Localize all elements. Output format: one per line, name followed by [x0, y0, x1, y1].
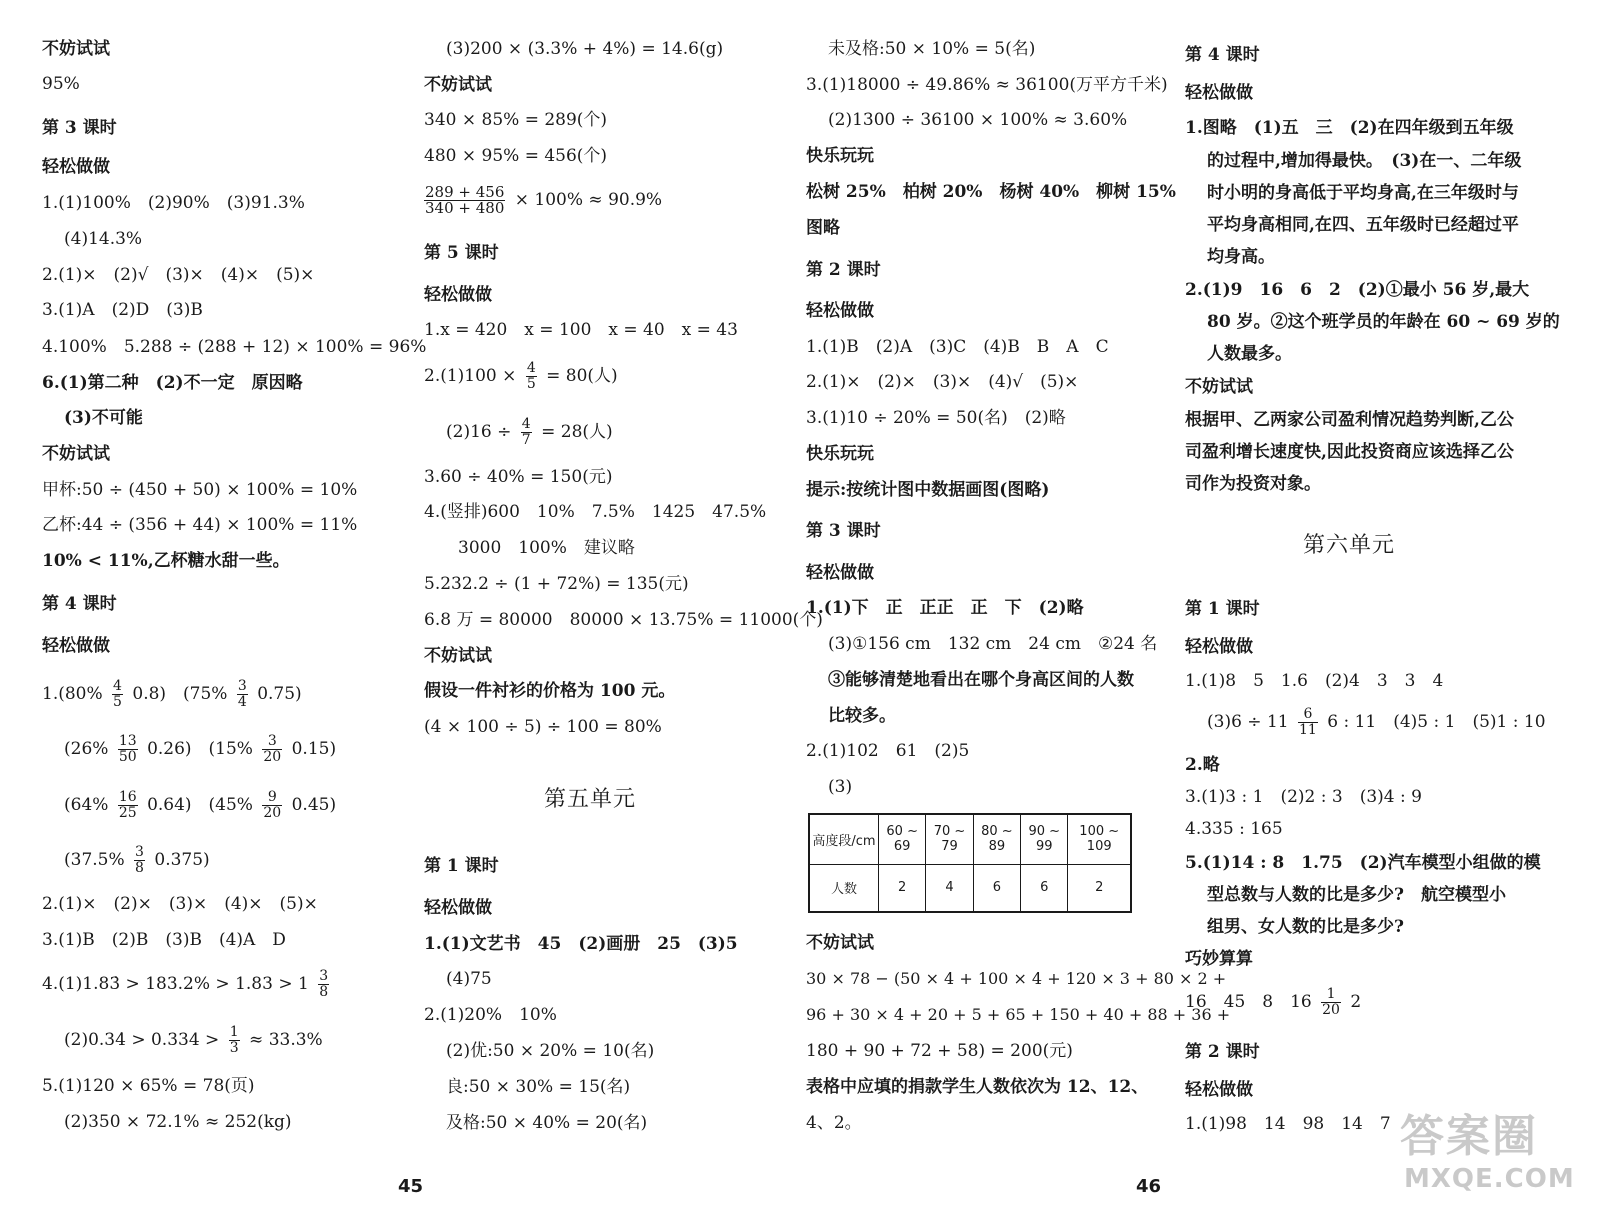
table-header-cell: 70 ~ 79 — [926, 814, 973, 864]
denominator: 5 — [526, 376, 536, 392]
numerator: 16 — [118, 789, 137, 805]
answer-line: (4 × 100 ÷ 5) ÷ 100 = 80% — [424, 717, 662, 737]
numerator: 3 — [135, 844, 144, 860]
answer-line: 比较多。 — [828, 706, 896, 726]
answer-line: (2)1300 ÷ 36100 × 100% ≈ 3.60% — [828, 110, 1128, 130]
numerator: 6 — [1298, 707, 1318, 723]
page-number-left: 45 — [398, 1176, 424, 1197]
watermark-text: 答案圈 — [1400, 1111, 1538, 1162]
row-text: 1.(80% — [42, 684, 103, 704]
section-label: 不妨试试 — [424, 646, 492, 666]
numerator: 13 — [118, 733, 137, 749]
answer-line: 根据甲、乙两家公司盈利情况趋势判断,乙公 — [1185, 410, 1514, 430]
answer-line: 4.100% 5.288 ÷ (288 + 12) × 100% = 96% — [42, 337, 427, 357]
numerator: 9 — [262, 790, 282, 806]
answer-line: 3.(1)3 : 1 (2)2 : 3 (3)4 : 9 — [1185, 787, 1422, 807]
denominator: 5 — [113, 694, 122, 710]
answer-line: ③能够清楚地看出在哪个身高区间的人数 — [828, 670, 1134, 690]
answer-line: 1.x = 420 x = 100 x = 40 x = 43 — [424, 320, 738, 340]
row-text: (37.5% — [64, 850, 125, 870]
answer-line: 340 × 85% = 289(个) — [424, 110, 608, 130]
answer-line: 司盈利增长速度快,因此投资商应该选择乙公 — [1185, 442, 1514, 462]
answer-line: 型总数与人数的比是多少? 航空模型小 — [1207, 885, 1506, 905]
fraction-row — [1185, 706, 1546, 738]
lesson-heading: 第 3 课时 — [42, 118, 117, 138]
answer-line: 1.(1)下 正 正正 正 下 (2)略 — [806, 598, 1084, 618]
answer-line: (4)75 — [446, 969, 492, 989]
answer-line: 1.(1)98 14 98 14 7 — [1185, 1114, 1391, 1134]
answer-line: 1.(1)8 5 1.6 (2)4 3 3 4 — [1185, 671, 1444, 691]
answer-line: (3)①156 cm 132 cm 24 cm ②24 名 — [828, 634, 1158, 654]
denominator: 8 — [319, 984, 329, 1000]
answer-line: 的过程中,增加得最快。 (3)在一、二年级 — [1207, 151, 1522, 171]
lesson-heading: 第 4 课时 — [42, 594, 117, 614]
numerator: 3 — [237, 678, 247, 694]
row-text: = 28(人) — [541, 422, 613, 442]
answer-line: 假设一件衬衫的价格为 100 元。 — [424, 681, 676, 701]
answer-line: 2.(1)102 61 (2)5 — [806, 741, 970, 761]
lesson-heading: 第 1 课时 — [1185, 599, 1260, 619]
denominator: 25 — [118, 805, 137, 821]
row-text: = 80(人) — [546, 366, 618, 386]
denominator: 11 — [1299, 722, 1317, 738]
answer-line: 2.(1)× (2)× (3)× (4)× (5)× — [42, 894, 318, 914]
denominator: 4 — [237, 694, 247, 710]
row-text: 2 — [1350, 992, 1362, 1012]
answer-line: 2.(1)9 16 6 2 (2)①最小 56 岁,最大 — [1185, 280, 1530, 300]
row-text: 0.75) — [257, 684, 302, 704]
answer-line: 表格中应填的捐款学生人数依次为 12、12、 — [806, 1077, 1149, 1097]
row-text: 6 : 11 (4)5 : 1 (5)1 : 10 — [1327, 712, 1546, 732]
table-header-cell: 90 ~ 99 — [1021, 814, 1068, 864]
answer-line: 松树 25% 柏树 20% 杨树 40% 柳树 15% — [806, 182, 1176, 202]
fraction — [262, 790, 282, 821]
fraction — [112, 679, 123, 710]
row-text: 0.8) (75% — [132, 684, 228, 704]
answer-line: 5.232.2 ÷ (1 + 72%) = 135(元) — [424, 574, 689, 594]
answer-line: 提示:按统计图中数据画图(图略) — [806, 480, 1050, 500]
unit-title: 第六单元 — [1303, 533, 1396, 558]
section-label: 轻松做做 — [1185, 1080, 1253, 1100]
numerator: 3 — [262, 734, 282, 750]
denominator: 20 — [263, 749, 282, 765]
section-label: 不妨试试 — [42, 39, 110, 59]
row-text: (3)6 ÷ 11 — [1207, 712, 1289, 732]
column-4 — [1185, 0, 1560, 1218]
table-header-cell: 100 ~ 109 — [1068, 814, 1131, 864]
answer-line: (4)14.3% — [64, 229, 143, 249]
fraction-row — [1185, 986, 1361, 1018]
table-row — [809, 864, 1131, 912]
answer-line: 3.(1)18000 ÷ 49.86% ≈ 36100(万平方千米) — [806, 75, 1168, 95]
numerator: 289 + 456 — [425, 183, 505, 201]
section-label: 轻松做做 — [42, 157, 110, 177]
table-header-row — [809, 814, 1131, 864]
row-text: (26% — [64, 739, 109, 759]
section-label: 轻松做做 — [1185, 83, 1253, 103]
section-label: 轻松做做 — [424, 898, 492, 918]
row-text: 2.(1)100 × — [424, 366, 517, 386]
table-header-cell: 60 ~ 69 — [879, 814, 926, 864]
answer-line: 及格:50 × 40% = 20(名) — [446, 1113, 648, 1133]
fraction-row — [424, 360, 618, 392]
lesson-heading: 第 2 课时 — [1185, 1042, 1260, 1062]
fraction — [134, 845, 145, 876]
answer-line: 组男、女人数的比是多少? — [1207, 917, 1404, 937]
fraction — [1321, 987, 1341, 1018]
watermark-logo — [1400, 1100, 1590, 1204]
denominator: 7 — [521, 432, 531, 448]
denominator: 20 — [263, 805, 282, 821]
answer-line: 均身高。 — [1207, 247, 1275, 267]
lesson-heading: 第 3 课时 — [806, 521, 881, 541]
answer-line: 5.(1)14 : 8 1.75 (2)汽车模型小组做的模 — [1185, 853, 1541, 873]
fraction — [262, 734, 282, 765]
fraction — [318, 969, 329, 1000]
fraction — [229, 1025, 240, 1056]
fraction-row — [42, 733, 336, 765]
answer-line: 3.60 ÷ 40% = 150(元) — [424, 467, 613, 487]
answer-line: 人数最多。 — [1207, 344, 1292, 364]
answer-line: 2.(1)× (2)√ (3)× (4)× (5)× — [42, 265, 315, 285]
section-label: 不妨试试 — [1185, 377, 1253, 397]
answer-line: 甲杯:50 ÷ (450 + 50) × 100% = 10% — [42, 480, 358, 500]
fraction — [521, 417, 532, 448]
answer-line: (3)200 × (3.3% + 4%) = 14.6(g) — [446, 39, 724, 59]
fraction — [118, 734, 138, 765]
answer-line: 80 岁。②这个班学员的年龄在 60 ~ 69 岁的 — [1207, 312, 1560, 332]
section-label: 不妨试试 — [424, 75, 492, 95]
answer-line: 480 × 95% = 456(个) — [424, 146, 608, 166]
section-label: 巧妙算算 — [1185, 949, 1253, 969]
answer-line: 4.(竖排)600 10% 7.5% 1425 47.5% — [424, 502, 767, 522]
fraction-row — [42, 678, 302, 710]
section-label: 轻松做做 — [806, 563, 874, 583]
fraction-row — [424, 416, 613, 448]
answer-line: 1.(1)文艺书 45 (2)画册 25 (3)5 — [424, 934, 738, 954]
fraction — [118, 790, 138, 821]
answer-line: 未及格:50 × 10% = 5(名) — [828, 39, 1036, 59]
row-text: 16 45 8 16 — [1185, 992, 1312, 1012]
unit-title: 第五单元 — [544, 787, 637, 812]
answer-line: 95% — [42, 74, 80, 94]
row-text: 0.26) (15% — [147, 739, 253, 759]
table-cell: 6 — [973, 864, 1020, 912]
section-label: 轻松做做 — [42, 636, 110, 656]
answer-line: 2.(1)× (2)× (3)× (4)√ (5)× — [806, 372, 1079, 392]
column-1 — [42, 0, 427, 1218]
fraction — [526, 361, 537, 392]
answer-line: 时小明的身高低于平均身高,在三年级时与 — [1207, 183, 1519, 203]
answer-line: 良:50 × 30% = 15(名) — [446, 1077, 631, 1097]
answer-line: 1.图略 (1)五 三 (2)在四年级到五年级 — [1185, 118, 1514, 138]
answer-line: 4、2。 — [806, 1113, 862, 1133]
answer-line: (3)不可能 — [64, 408, 143, 428]
answer-line: 6.8 万 = 80000 80000 × 13.75% = 11000(个) — [424, 610, 823, 630]
denominator: 50 — [118, 749, 137, 765]
page-number-right: 46 — [1136, 1176, 1162, 1197]
answer-line: 乙杯:44 ÷ (356 + 44) × 100% = 11% — [42, 515, 358, 535]
numerator: 4 — [521, 416, 531, 432]
row-text: (2)0.34̇ > 0.334 > — [64, 1030, 220, 1050]
answer-line: 180 + 90 + 72 + 58) = 200(元) — [806, 1041, 1073, 1061]
fraction — [424, 185, 505, 216]
denominator: 20 — [1322, 1002, 1340, 1018]
numerator: 3 — [319, 968, 329, 984]
section-label: 不妨试试 — [42, 444, 110, 464]
row-text: × 100% ≈ 90.9% — [514, 190, 663, 210]
fraction-row — [42, 968, 333, 1000]
answer-line: 2.略 — [1185, 755, 1220, 775]
fraction-row — [42, 844, 210, 876]
lesson-heading: 第 2 课时 — [806, 260, 881, 280]
section-label: 快乐玩玩 — [806, 146, 874, 166]
answer-line: 2.(1)20% 10% — [424, 1005, 557, 1025]
row-text: 0.375) — [154, 850, 210, 870]
fraction — [237, 679, 248, 710]
lesson-heading: 第 4 课时 — [1185, 45, 1260, 65]
lesson-heading: 第 1 课时 — [424, 856, 499, 876]
answer-line: (3) — [828, 777, 853, 797]
answer-line: 1.(1)100% (2)90% (3)91.3% — [42, 193, 305, 213]
denominator: 3 — [229, 1040, 239, 1056]
answer-line: 6.(1)第二种 (2)不一定 原因略 — [42, 373, 303, 393]
section-label: 轻松做做 — [424, 285, 492, 305]
section-label: 快乐玩玩 — [806, 444, 874, 464]
answer-line: 4.335 : 165 — [1185, 819, 1283, 839]
section-label: 轻松做做 — [806, 301, 874, 321]
section-label: 不妨试试 — [806, 933, 874, 953]
table-header-cell: 80 ~ 89 — [973, 814, 1020, 864]
answer-line: (2)350 × 72.1% ≈ 252(kg) — [64, 1112, 292, 1132]
row-text: 0.15) — [291, 739, 337, 759]
numerator: 1 — [1321, 987, 1341, 1003]
row-text: (64% — [64, 795, 109, 815]
row-text: ≈ 33.3% — [249, 1030, 323, 1050]
numerator: 1 — [229, 1024, 239, 1040]
answer-line: 10% < 11%,乙杯糖水甜一些。 — [42, 551, 290, 571]
numerator: 4 — [113, 678, 122, 694]
answer-line: 3.(1)10 ÷ 20% = 50(名) (2)略 — [806, 408, 1066, 428]
answer-line: 平均身高相同,在四、五年级时已经超过平 — [1207, 215, 1519, 235]
table-cell: 4 — [926, 864, 973, 912]
answer-line: 3.(1)B (2)B (3)B (4)A D — [42, 930, 286, 950]
row-text: 4.(1)1.83̇ > 183.2% > 1.83 > 1 — [42, 974, 309, 994]
row-text: (2)16 ÷ — [446, 422, 512, 442]
fraction — [1298, 707, 1318, 738]
height-frequency-table — [808, 813, 1132, 913]
row-text: 0.64) (45% — [147, 795, 253, 815]
section-label: 轻松做做 — [1185, 637, 1253, 657]
answer-line: 图略 — [806, 218, 840, 238]
answer-line: 96 + 30 × 4 + 20 + 5 + 65 + 150 + 40 + 88 + 36 + — [806, 1005, 1231, 1024]
fraction-row — [42, 1024, 323, 1056]
table-header-cell: 高度段/cm — [809, 814, 879, 864]
answer-line: 3000 100% 建议略 — [458, 538, 635, 558]
fraction-row — [42, 789, 336, 821]
answer-line: (2)优:50 × 20% = 10(名) — [446, 1041, 655, 1061]
answer-line: 1.(1)B (2)A (3)C (4)B B A C — [806, 337, 1109, 357]
table-cell: 人数 — [809, 864, 879, 912]
numerator: 4 — [526, 360, 536, 376]
denominator: 8 — [135, 860, 144, 876]
fraction-row — [424, 181, 662, 219]
table-cell: 2 — [1068, 864, 1131, 912]
table-cell: 6 — [1021, 864, 1068, 912]
lesson-heading: 第 5 课时 — [424, 243, 499, 263]
watermark-url: MXQE.COM — [1404, 1164, 1575, 1194]
row-text: 0.45) — [291, 795, 337, 815]
answer-line: 司作为投资对象。 — [1185, 474, 1321, 494]
table-cell: 2 — [879, 864, 926, 912]
answer-line: 30 × 78 − (50 × 4 + 100 × 4 + 120 × 3 + 80 × 2 + — [806, 969, 1227, 988]
answer-line: 5.(1)120 × 65% = 78(页) — [42, 1076, 255, 1096]
denominator: 340 + 480 — [425, 199, 505, 217]
answer-line: 3.(1)A (2)D (3)B — [42, 300, 203, 320]
